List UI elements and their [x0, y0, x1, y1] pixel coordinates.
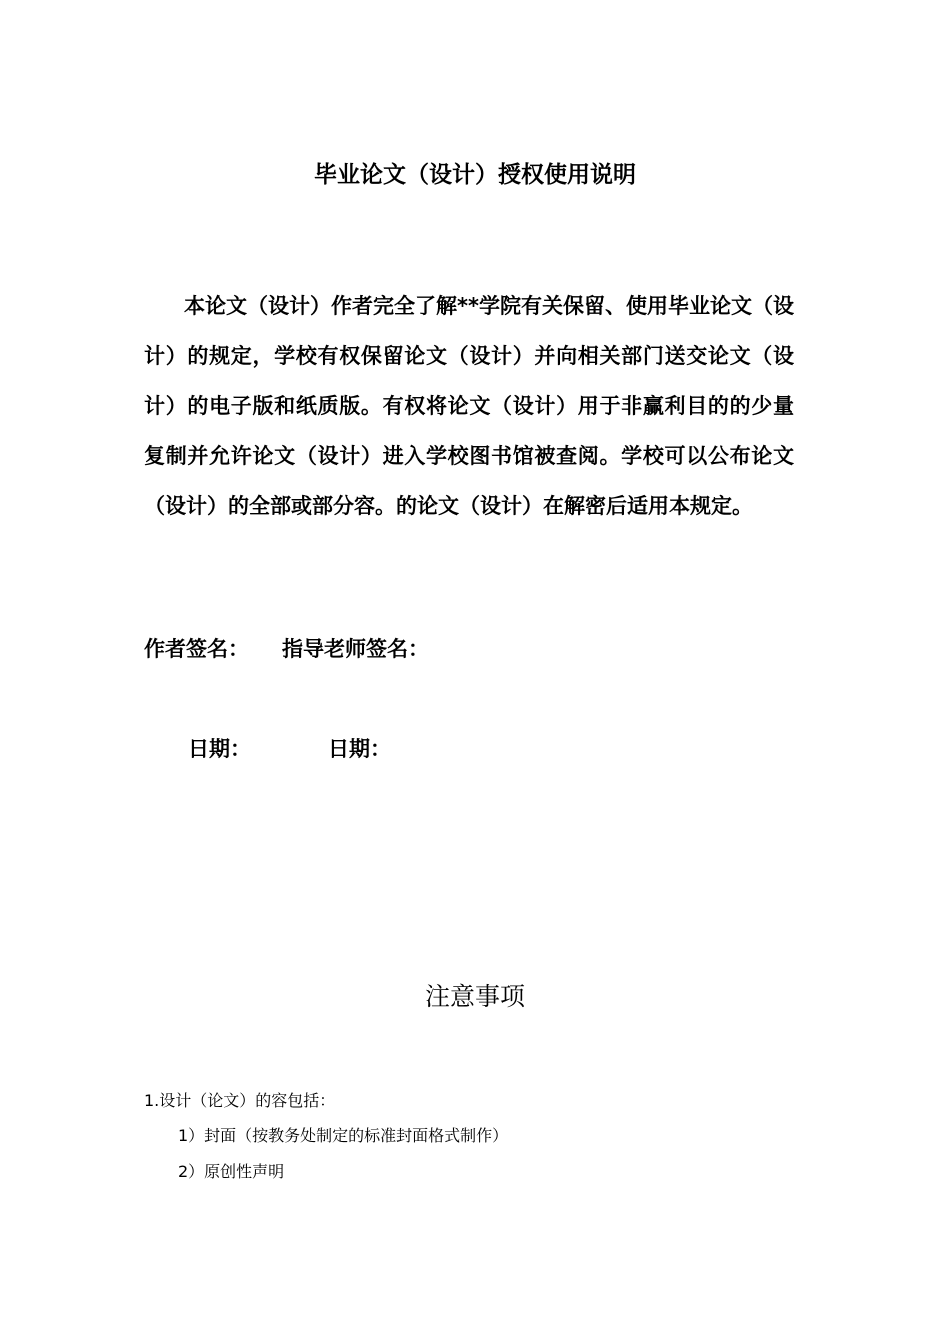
note-sub-item: 1）封面（按教务处制定的标准封面格式制作） [178, 1126, 509, 1145]
author-signature-label: 作者签名： [144, 637, 249, 661]
note-sub-item: 2）原创性声明 [178, 1162, 285, 1181]
author-date-label: 日期： [188, 737, 251, 761]
advisor-date-label: 日期： [328, 737, 391, 761]
notes-title: 注意事项 [424, 982, 525, 1011]
advisor-signature-label: 指导老师签名： [282, 637, 429, 661]
page-title: 毕业论文（设计）授权使用说明 [314, 162, 636, 188]
authorization-paragraph: 本论文（设计）作者完全了解**学院有关保留、使用毕业论文（设计）的规定，学校有权保留论文（设计）并向相关部门送交论文（设计）的电子版和纸质版。有权将论文（设计）用于非赢利目的的少量复制并允许论文（设计）进入学校图书馆被查阅。学校可以公布论文（设计）的全部或部分容。的论文（设计）在解密后适用本规定。 [144, 294, 794, 518]
note-item: 1.设计（论文）的容包括： [144, 1091, 336, 1110]
